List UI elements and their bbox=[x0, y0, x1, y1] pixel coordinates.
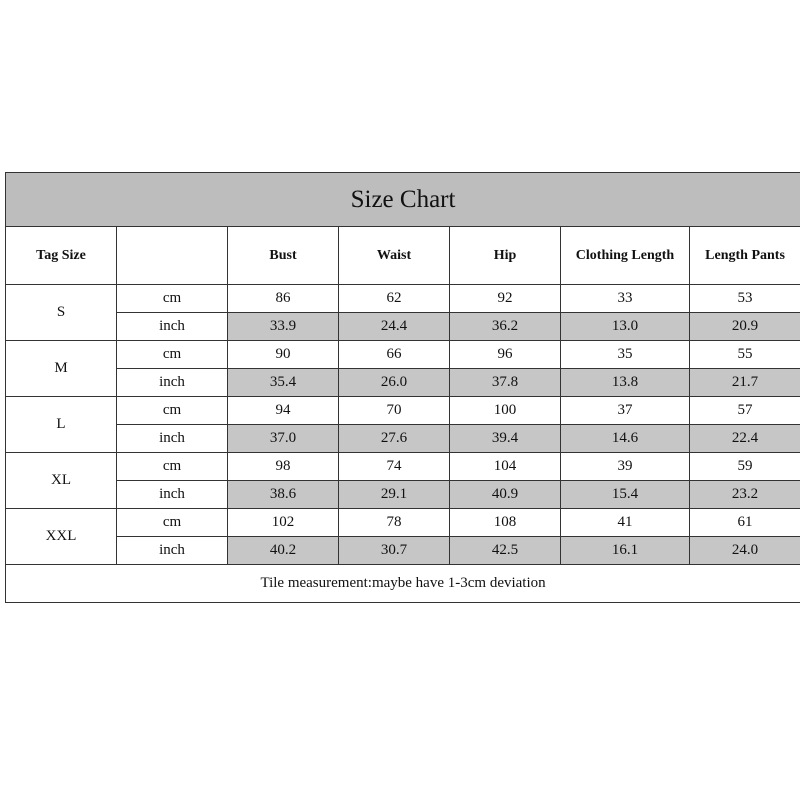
unit-cell: cm bbox=[117, 341, 228, 369]
measurement-cell: 36.2 bbox=[450, 313, 561, 341]
measurement-cell: 33 bbox=[561, 285, 690, 313]
measurement-cell: 37.0 bbox=[228, 425, 339, 453]
measurement-cell: 94 bbox=[228, 397, 339, 425]
table-row bbox=[6, 425, 800, 453]
measurement-cell: 20.9 bbox=[690, 313, 800, 341]
header-unit bbox=[117, 227, 228, 285]
tag-size-cell: S bbox=[6, 285, 117, 341]
measurement-cell: 61 bbox=[690, 509, 800, 537]
measurement-cell: 16.1 bbox=[561, 537, 690, 565]
measurement-cell: 35.4 bbox=[228, 369, 339, 397]
measurement-cell: 23.2 bbox=[690, 481, 800, 509]
header-row bbox=[6, 227, 800, 285]
table-row bbox=[6, 537, 800, 565]
unit-cell: inch bbox=[117, 425, 228, 453]
measurement-cell: 108 bbox=[450, 509, 561, 537]
tag-size-cell: XXL bbox=[6, 509, 117, 565]
table-row bbox=[6, 453, 800, 481]
measurement-cell: 92 bbox=[450, 285, 561, 313]
measurement-cell: 104 bbox=[450, 453, 561, 481]
unit-cell: cm bbox=[117, 453, 228, 481]
header-bust: Bust bbox=[228, 227, 339, 285]
measurement-cell: 40.2 bbox=[228, 537, 339, 565]
table-row bbox=[6, 341, 800, 369]
measurement-cell: 38.6 bbox=[228, 481, 339, 509]
measurement-cell: 39 bbox=[561, 453, 690, 481]
tag-size-cell: L bbox=[6, 397, 117, 453]
measurement-cell: 33.9 bbox=[228, 313, 339, 341]
measurement-cell: 29.1 bbox=[339, 481, 450, 509]
unit-cell: cm bbox=[117, 397, 228, 425]
measurement-cell: 13.8 bbox=[561, 369, 690, 397]
unit-cell: inch bbox=[117, 369, 228, 397]
tag-size-cell: XL bbox=[6, 453, 117, 509]
header-length-pants: Length Pants bbox=[690, 227, 800, 285]
measurement-cell: 39.4 bbox=[450, 425, 561, 453]
measurement-cell: 78 bbox=[339, 509, 450, 537]
measurement-cell: 62 bbox=[339, 285, 450, 313]
measurement-cell: 37.8 bbox=[450, 369, 561, 397]
table-row bbox=[6, 397, 800, 425]
measurement-cell: 70 bbox=[339, 397, 450, 425]
table-row bbox=[6, 369, 800, 397]
measurement-cell: 27.6 bbox=[339, 425, 450, 453]
measurement-cell: 102 bbox=[228, 509, 339, 537]
measurement-cell: 22.4 bbox=[690, 425, 800, 453]
table-row bbox=[6, 313, 800, 341]
measurement-cell: 37 bbox=[561, 397, 690, 425]
measurement-cell: 53 bbox=[690, 285, 800, 313]
measurement-cell: 59 bbox=[690, 453, 800, 481]
header-clothing-length: Clothing Length bbox=[561, 227, 690, 285]
measurement-cell: 96 bbox=[450, 341, 561, 369]
unit-cell: cm bbox=[117, 509, 228, 537]
header-waist: Waist bbox=[339, 227, 450, 285]
measurement-cell: 30.7 bbox=[339, 537, 450, 565]
measurement-cell: 57 bbox=[690, 397, 800, 425]
measurement-cell: 35 bbox=[561, 341, 690, 369]
header-hip: Hip bbox=[450, 227, 561, 285]
measurement-cell: 55 bbox=[690, 341, 800, 369]
measurement-cell: 13.0 bbox=[561, 313, 690, 341]
size-chart-table bbox=[5, 172, 800, 603]
header-tag-size: Tag Size bbox=[6, 227, 117, 285]
measurement-cell: 66 bbox=[339, 341, 450, 369]
measurement-cell: 14.6 bbox=[561, 425, 690, 453]
measurement-cell: 40.9 bbox=[450, 481, 561, 509]
tag-size-cell: M bbox=[6, 341, 117, 397]
measurement-cell: 90 bbox=[228, 341, 339, 369]
measurement-cell: 24.4 bbox=[339, 313, 450, 341]
size-chart-body bbox=[6, 173, 800, 603]
measurement-cell: 24.0 bbox=[690, 537, 800, 565]
measurement-cell: 86 bbox=[228, 285, 339, 313]
measurement-cell: 42.5 bbox=[450, 537, 561, 565]
measurement-cell: 15.4 bbox=[561, 481, 690, 509]
table-row bbox=[6, 285, 800, 313]
unit-cell: inch bbox=[117, 313, 228, 341]
unit-cell: cm bbox=[117, 285, 228, 313]
note-row bbox=[6, 565, 800, 603]
unit-cell: inch bbox=[117, 481, 228, 509]
measurement-cell: 26.0 bbox=[339, 369, 450, 397]
measurement-cell: 74 bbox=[339, 453, 450, 481]
measurement-note: Tile measurement:maybe have 1-3cm deviation bbox=[6, 565, 800, 603]
measurement-cell: 98 bbox=[228, 453, 339, 481]
chart-title: Size Chart bbox=[6, 173, 800, 227]
table-row bbox=[6, 481, 800, 509]
measurement-cell: 21.7 bbox=[690, 369, 800, 397]
measurement-cell: 100 bbox=[450, 397, 561, 425]
title-row bbox=[6, 173, 800, 227]
unit-cell: inch bbox=[117, 537, 228, 565]
measurement-cell: 41 bbox=[561, 509, 690, 537]
table-row bbox=[6, 509, 800, 537]
